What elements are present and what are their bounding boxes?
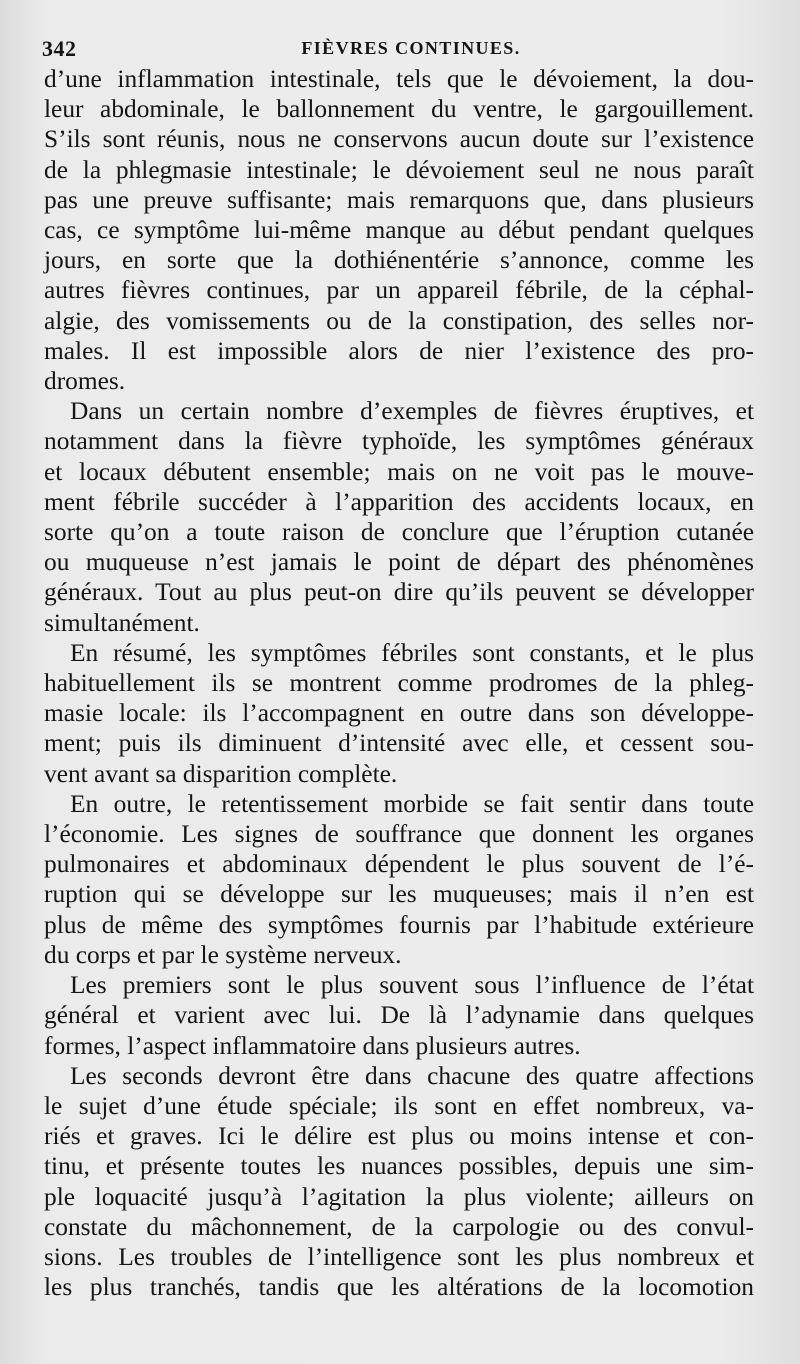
text-line: cas, ce symptôme lui-même manque au début pendant quelques [44, 216, 754, 245]
running-title: FIÈVRES CONTINUES. [301, 38, 521, 58]
text-line: jours, en sorte que la dothiénentérie s’annonce, comme les [44, 246, 754, 275]
text-line: général et varient avec lui. De là l’adynamie dans quelques [44, 1001, 754, 1030]
text-line: constate du mâchonnement, de la carpologie ou des convul- [44, 1212, 754, 1241]
text-line: vent avant sa disparition complète. [44, 759, 398, 788]
text-line: ment fébrile succéder à l’apparition des accidents locaux, en [44, 487, 754, 516]
text-line: leur abdominale, le ballonnement du ventre, le gargouillement. [44, 95, 754, 124]
text-line: tinu, et présente toutes les nuances possibles, depuis une sim- [44, 1152, 754, 1181]
text-line: Les seconds devront être dans chacune des quatre affections [70, 1061, 754, 1090]
paragraph [44, 1061, 754, 1303]
text-line: de la phlegmasie intestinale; le dévoiement seul ne nous paraît [44, 155, 754, 184]
text-line: pas une preuve suffisante; mais remarquons que, dans plusieurs [44, 185, 754, 214]
running-head [44, 28, 754, 64]
paragraph [44, 970, 754, 1061]
text-line: sions. Les troubles de l’intelligence sont les plus nombreux et [44, 1242, 754, 1271]
text-line: plus de même des symptômes fournis par l’habitude extérieure [44, 910, 754, 939]
text-line: les plus tranchés, tandis que les altérations de la locomotion [44, 1273, 754, 1302]
text-line: S’ils sont réunis, nous ne conservons aucun doute sur l’existence [44, 125, 754, 154]
text-line: notamment dans la fièvre typhoïde, les symptômes généraux [44, 427, 754, 456]
text-line: riés et graves. Ici le délire est plus ou moins intense et con- [44, 1122, 754, 1151]
paragraph [44, 789, 754, 970]
text-line: l’économie. Les signes de souffrance que donnent les organes [44, 820, 754, 849]
text-line: ruption qui se développe sur les muqueuses; mais il n’en est [44, 880, 754, 909]
text-line: autres fièvres continues, par un appareil fébrile, de la céphal- [44, 276, 754, 305]
text-line: males. Il est impossible alors de nier l’existence des pro- [44, 336, 754, 365]
text-line: d’une inflammation intestinale, tels que le dévoiement, la dou- [44, 65, 754, 93]
text-line: dromes. [44, 367, 126, 396]
text-line: généraux. Tout au plus peut-on dire qu’ils peuvent se développer [44, 578, 754, 607]
text-line: En outre, le retentissement morbide se fait sentir dans toute [70, 789, 754, 818]
text-line: et locaux débutent ensemble; mais on ne voit pas le mouve- [44, 457, 754, 486]
body-text [44, 64, 754, 1302]
text-line: sorte qu’on a toute raison de conclure que l’éruption cutanée [44, 518, 754, 547]
text-line: du corps et par le système nerveux. [44, 940, 402, 969]
text-line: ment; puis ils diminuent d’intensité avec elle, et cessent sou- [44, 729, 754, 758]
text-line: simultanément. [44, 608, 200, 637]
paragraph [44, 638, 754, 789]
text-line: ou muqueuse n’est jamais le point de départ des phénomènes [44, 548, 754, 577]
text-line: algie, des vomissements ou de la constipation, des selles nor- [44, 306, 754, 335]
text-line: pulmonaires et abdominaux dépendent le plus souvent de l’é- [44, 850, 754, 879]
text-line: formes, l’aspect inflammatoire dans plusieurs autres. [44, 1031, 581, 1060]
text-line: masie locale: ils l’accompagnent en outre dans son développe- [44, 699, 754, 728]
text-line: En résumé, les symptômes fébriles sont constants, et le plus [70, 638, 754, 667]
text-line: le sujet d’une étude spéciale; ils sont en effet nombreux, va- [44, 1091, 754, 1120]
page-number: 342 [42, 36, 77, 61]
paragraph [44, 64, 754, 396]
text-line: Dans un certain nombre d’exemples de fièvres éruptives, et [70, 397, 754, 426]
text-line: habituellement ils se montrent comme prodromes de la phleg- [44, 669, 754, 698]
text-line: ple loquacité jusqu’à l’agitation la plus violente; ailleurs on [44, 1182, 754, 1211]
text-line: Les premiers sont le plus souvent sous l’influence de l’état [70, 971, 754, 1000]
paragraph [44, 396, 754, 638]
